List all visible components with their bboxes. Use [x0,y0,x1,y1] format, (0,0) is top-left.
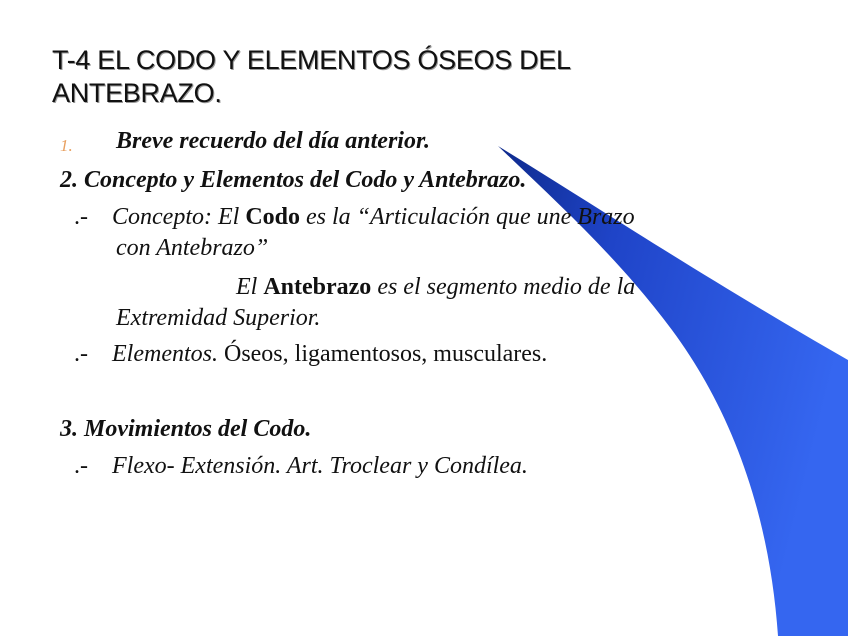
title-line-2: ANTEBRAZO. [52,78,222,108]
elementos-rest: Óseos, ligamentosos, musculares. [217,341,548,367]
concept-dash: .- [74,204,88,230]
antebrazo-line-1 [236,274,635,301]
concept-line-2: con Antebrazo” [116,235,269,261]
title-line-1: T-4 EL CODO Y ELEMENTOS ÓSEOS DEL [52,45,571,75]
ante-text-b: es el segmento medio de la [371,274,636,300]
antebrazo-line-2: Extremidad Superior. [116,305,321,331]
elementos-line [112,341,547,368]
item-2-heading: 2. Concepto y Elementos del Codo y Antebrazo. [60,167,527,193]
movimientos-dash: .- [74,453,88,479]
movimientos-text: Flexo- Extensión. Art. Troclear y Condílea. [112,453,528,479]
concept-text-a: Concepto: El [112,204,246,230]
ante-bold-antebrazo: Antebrazo [263,274,372,300]
elementos-dash: .- [74,341,88,367]
concept-bold-codo: Codo [245,204,300,230]
ante-text-a: El [236,274,264,300]
item-1-text: Breve recuerdo del día anterior. [116,128,430,154]
concept-line-1 [112,204,635,231]
slide-title [52,44,752,110]
elementos-italic: Elementos. [112,341,218,367]
item-3-heading: 3. Movimientos del Codo. [60,416,312,442]
item-1-number: 1. [60,136,73,155]
concept-text-b: es la “Articulación que une Brazo [300,204,635,230]
